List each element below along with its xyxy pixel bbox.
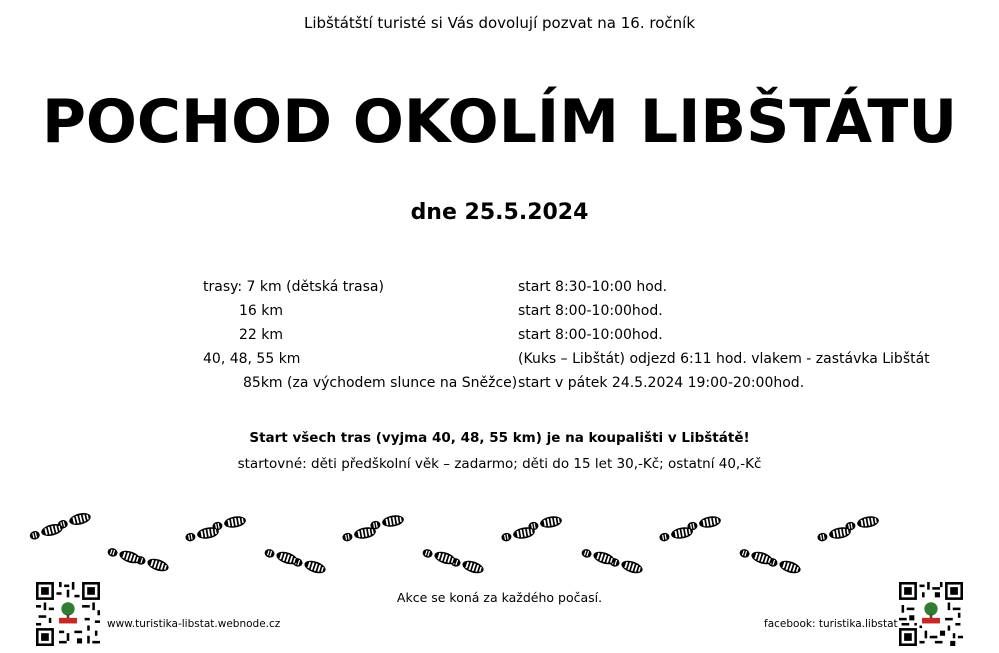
footprint-pair-10 bbox=[738, 546, 802, 576]
event-title: POCHOD OKOLÍM LIBŠTÁTU bbox=[41, 87, 958, 157]
weather-note: Akce se koná za každého počasí. bbox=[396, 590, 603, 605]
entry-fee-note: startovné: děti předškolní věk – zadarmo; děti do 15 let 30,-Kč; ostatní 40,-Kč bbox=[237, 456, 762, 472]
route-start: start v pátek 24.5.2024 19:00-20:00hod. bbox=[518, 375, 805, 391]
route-row bbox=[0, 375, 999, 399]
start-location-note: Start všech tras (vyjma 40, 48, 55 km) je na koupališti v Libštátě! bbox=[249, 430, 750, 446]
event-date: dne 25.5.2024 bbox=[410, 200, 589, 225]
footprint-pair-7 bbox=[500, 515, 562, 543]
footprint-pair-1 bbox=[28, 511, 92, 541]
route-row bbox=[0, 303, 999, 327]
route-distance: 40, 48, 55 km bbox=[203, 351, 301, 367]
route-start: start 8:00-10:00hod. bbox=[518, 303, 663, 319]
route-distance: 22 km bbox=[239, 327, 284, 343]
footprint-pair-9 bbox=[658, 515, 721, 543]
route-distance: trasy: 7 km (dětská trasa) bbox=[203, 279, 384, 295]
footprint-pair-2 bbox=[106, 545, 170, 574]
footprints-icon bbox=[0, 505, 999, 595]
website-link[interactable]: www.turistika-libstat.webnode.cz bbox=[107, 618, 281, 630]
route-distance: 16 km bbox=[239, 303, 284, 319]
footprint-pair-4 bbox=[263, 546, 327, 576]
footprint-pair-8 bbox=[580, 546, 644, 576]
footprint-pair-6 bbox=[421, 546, 485, 576]
route-distance: 85km (za východem slunce na Sněžce) bbox=[243, 375, 518, 391]
route-row bbox=[0, 279, 999, 303]
route-start: start 8:30-10:00 hod. bbox=[518, 279, 668, 295]
footprint-pair-11 bbox=[816, 515, 879, 543]
footprint-pair-5 bbox=[341, 514, 404, 543]
invite-text: Libštátští turisté si Vás dovolují pozvat na 16. ročník bbox=[303, 14, 696, 32]
route-start: (Kuks – Libštát) odjezd 6:11 hod. vlakem - zastávka Libštát bbox=[518, 351, 930, 367]
route-row bbox=[0, 327, 999, 351]
footprint-pair-3 bbox=[184, 515, 246, 543]
facebook-link[interactable]: facebook: turistika.libstat bbox=[764, 618, 898, 630]
route-row bbox=[0, 351, 999, 375]
route-start: start 8:00-10:00hod. bbox=[518, 327, 663, 343]
